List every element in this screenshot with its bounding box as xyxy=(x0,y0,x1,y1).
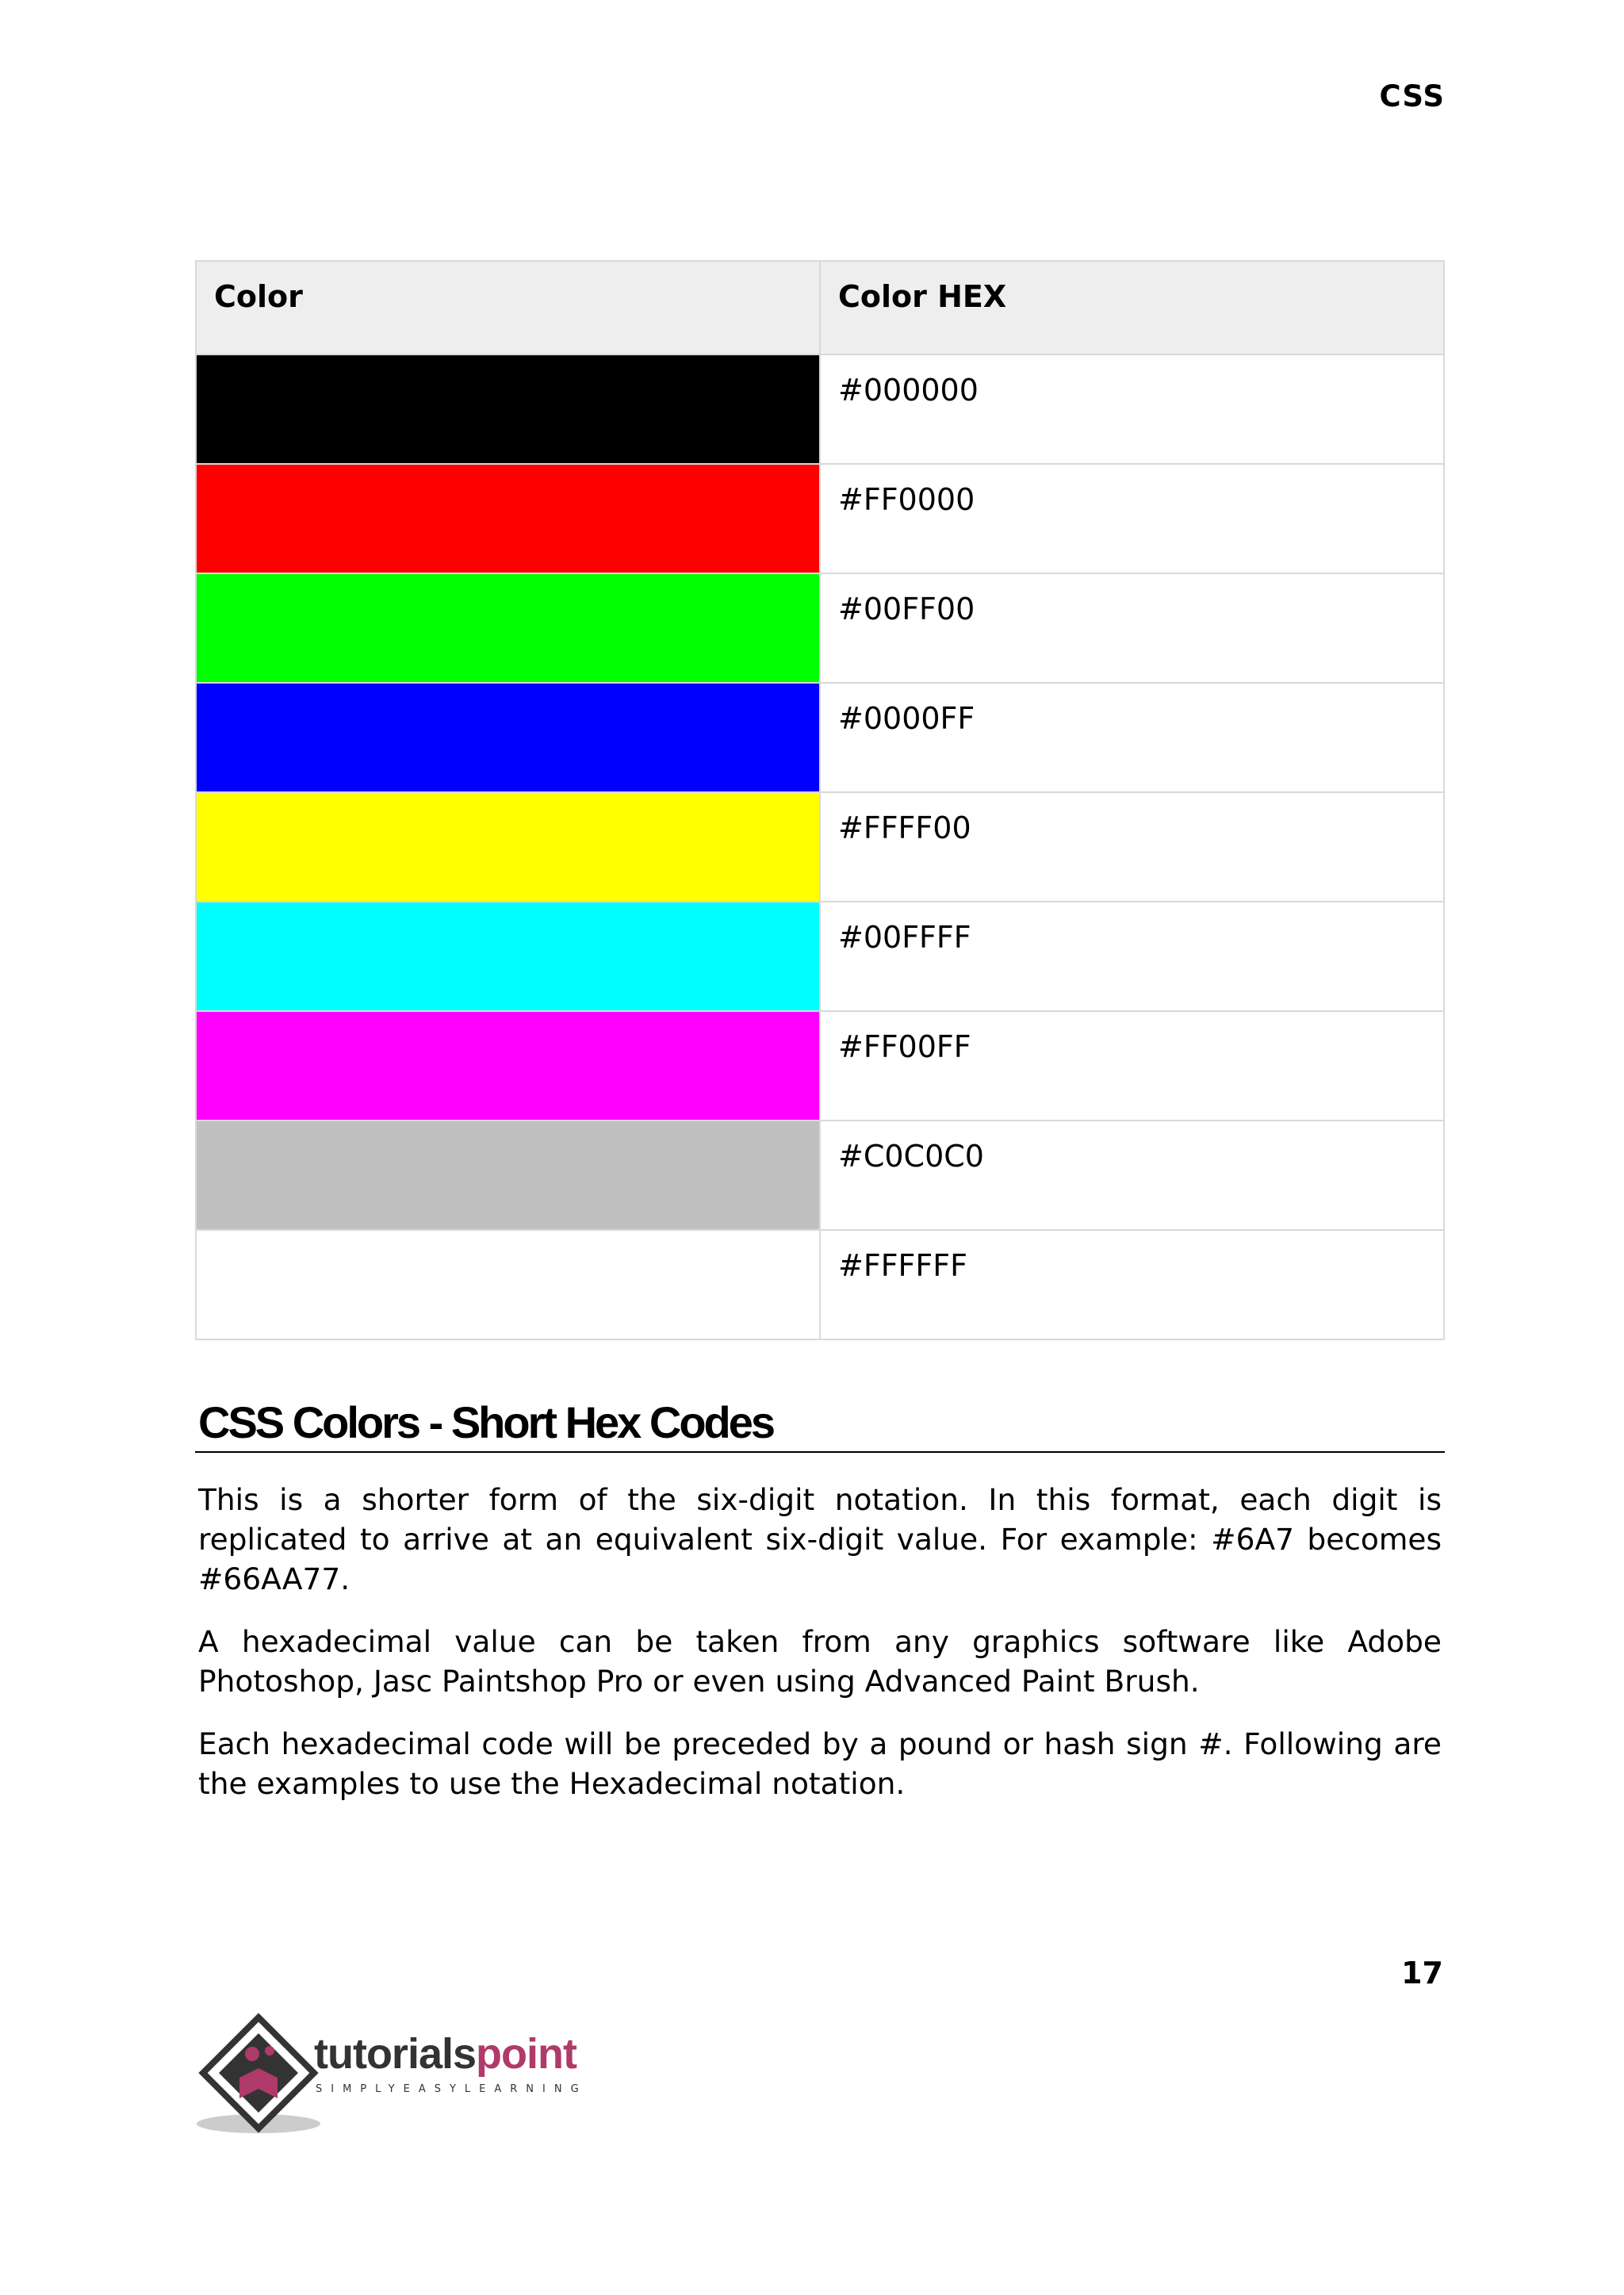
hex-value: #C0C0C0 xyxy=(820,1121,1444,1230)
table-row xyxy=(196,1230,1444,1339)
hex-value: #FF00FF xyxy=(820,1011,1444,1121)
table-row xyxy=(196,902,1444,1011)
logo-tagline: SIMPLYEASYLEARNING xyxy=(316,2083,588,2095)
table-row xyxy=(196,464,1444,573)
table-header-row xyxy=(196,261,1444,354)
hex-value: #00FF00 xyxy=(820,573,1444,683)
hex-value: #0000FF xyxy=(820,683,1444,792)
hex-value: #00FFFF xyxy=(820,902,1444,1011)
color-swatch xyxy=(196,792,820,902)
color-swatch xyxy=(196,683,820,792)
paragraph-graphics-software: A hexadecimal value can be taken from any graphics software like Adobe Photoshop, Jasc Paintshop Pro or even using Advanced Paint Brush. xyxy=(198,1624,1442,1699)
color-swatch xyxy=(196,1121,820,1230)
hex-value: #FFFF00 xyxy=(820,792,1444,902)
page-number: 17 xyxy=(1401,1956,1443,1990)
logo-wordmark: tutorialspoint xyxy=(314,2030,576,2078)
table-row xyxy=(196,1121,1444,1230)
table-row xyxy=(196,354,1444,464)
paragraph-hash-sign: Each hexadecimal code will be preceded by a pound or hash sign #. Following are the examples to use the Hexadecimal notation. xyxy=(198,1726,1442,1801)
column-header-color: Color xyxy=(196,261,820,354)
color-swatch xyxy=(196,464,820,573)
color-table xyxy=(195,260,1445,1340)
color-swatch xyxy=(196,573,820,683)
paragraph-short-hex: This is a shorter form of the six-digit notation. In this format, each digit is replicated to arrive at an equivalent six-digit value. For example: #6A7 becomes #66AA77. xyxy=(198,1482,1442,1596)
running-header: CSS xyxy=(1379,79,1445,113)
table-row xyxy=(196,792,1444,902)
tutorialspoint-logo-icon xyxy=(203,2017,314,2128)
table-row xyxy=(196,1011,1444,1121)
hex-value: #FF0000 xyxy=(820,464,1444,573)
color-swatch xyxy=(196,902,820,1011)
color-swatch xyxy=(196,1011,820,1121)
column-header-color-hex: Color HEX xyxy=(820,261,1444,354)
hex-value: #000000 xyxy=(820,354,1444,464)
color-swatch xyxy=(196,1230,820,1339)
color-swatch xyxy=(196,354,820,464)
table-row xyxy=(196,573,1444,683)
tutorialspoint-logo xyxy=(195,2013,607,2140)
table-row xyxy=(196,683,1444,792)
section-heading: CSS Colors - Short Hex Codes xyxy=(195,1397,1445,1453)
hex-value: #FFFFFF xyxy=(820,1230,1444,1339)
